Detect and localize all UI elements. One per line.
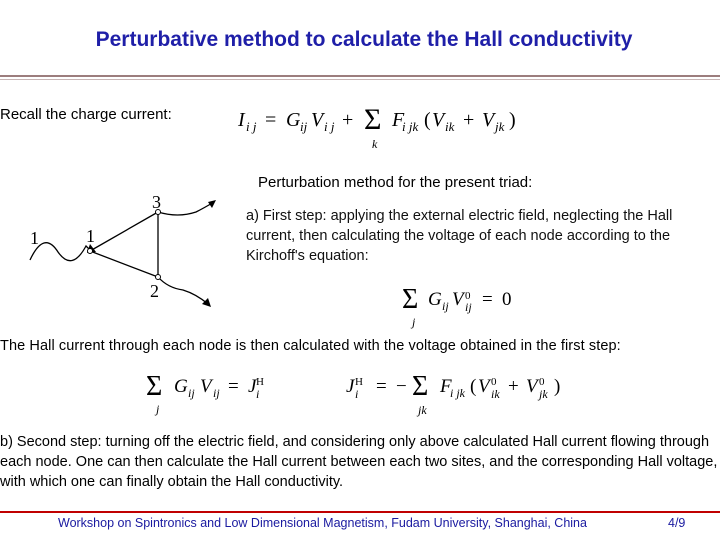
- svg-text:i jk: i jk: [450, 386, 465, 400]
- input-current-arrow: [30, 243, 92, 261]
- svg-text:+: +: [508, 376, 519, 397]
- svg-text:V: V: [200, 376, 212, 397]
- svg-text:i: i: [256, 387, 260, 401]
- charge-current-equation: [230, 96, 530, 154]
- svg-text:ik: ik: [491, 387, 500, 401]
- method-title: Perturbation method for the present triad:: [258, 174, 533, 191]
- svg-text:Σ: Σ: [146, 371, 163, 402]
- svg-text:ij: ij: [300, 119, 308, 134]
- svg-text:F: F: [392, 109, 405, 131]
- svg-text:=: =: [482, 289, 493, 310]
- svg-text:J: J: [248, 376, 257, 397]
- svg-text:i j: i j: [246, 119, 257, 134]
- svg-text:=: =: [265, 109, 277, 131]
- kirchhoff-equation: [398, 282, 528, 330]
- svg-text:0: 0: [539, 376, 545, 388]
- svg-text:V: V: [482, 109, 495, 131]
- svg-text:V: V: [432, 109, 445, 131]
- hall-intro-text: The Hall current through each node is then calculated with the voltage obtained in the first step:: [0, 338, 621, 354]
- svg-text:H: H: [355, 376, 363, 388]
- svg-text:Σ: Σ: [412, 371, 429, 402]
- title-divider: [0, 75, 720, 77]
- svg-text:j: j: [412, 315, 416, 329]
- svg-text:jk: jk: [539, 387, 548, 401]
- svg-text:J: J: [346, 376, 355, 397]
- svg-text:0: 0: [491, 376, 497, 388]
- triad-edge-1-3: [90, 212, 158, 251]
- svg-text:F: F: [440, 376, 452, 397]
- output-current-arrow-2: [158, 277, 208, 304]
- triad-edge-1-2: [90, 251, 158, 277]
- footer-text: Workshop on Spintronics and Low Dimensional Magnetism, Fudam University, Shanghai, China: [58, 516, 587, 530]
- output-current-arrow-3: [158, 202, 214, 215]
- svg-text:ij: ij: [442, 299, 449, 313]
- svg-text:ik: ik: [445, 119, 455, 134]
- svg-text:): ): [509, 109, 516, 131]
- svg-text:i: i: [355, 387, 359, 401]
- svg-text:(: (: [424, 109, 431, 131]
- svg-text:V: V: [526, 376, 538, 397]
- svg-text:i j: i j: [324, 119, 335, 134]
- svg-text:V: V: [311, 109, 324, 131]
- svg-text:V: V: [452, 289, 464, 310]
- svg-text:jk: jk: [418, 403, 427, 417]
- svg-text:Σ: Σ: [402, 284, 419, 315]
- step-b-paragraph: b) Second step: turning off the electric field, and considering only above calculated Hall current flowing through each node. One can then calculate the Hall current between each two sites, and the corresponding Hall voltage, with which one can finally obtain the Hall conductivity.: [0, 434, 718, 490]
- svg-text:G: G: [286, 109, 301, 131]
- svg-text:+: +: [463, 109, 475, 131]
- recall-label: Recall the charge current:: [0, 106, 172, 123]
- title-divider-shadow: [0, 79, 720, 80]
- triad-diagram: [18, 190, 218, 315]
- node-2-label: 2: [150, 281, 159, 301]
- node-3-label: 3: [152, 192, 161, 212]
- svg-text:ij: ij: [213, 386, 220, 400]
- svg-text:H: H: [256, 376, 264, 388]
- svg-text:0: 0: [465, 290, 471, 302]
- svg-text:j: j: [156, 402, 160, 416]
- node-1: [88, 249, 93, 254]
- svg-text:0: 0: [502, 289, 512, 310]
- svg-text:Σ: Σ: [364, 103, 382, 136]
- hall-balance-equation: [142, 368, 282, 420]
- slide-title: Perturbative method to calculate the Hall conductivity: [95, 28, 633, 51]
- svg-text:(: (: [470, 376, 477, 397]
- outer-label: 1: [30, 228, 39, 248]
- svg-text:i jk: i jk: [402, 119, 419, 134]
- node-2: [156, 275, 161, 280]
- step-a-paragraph: a) First step: applying the external electric field, neglecting the Hall current, then calculating the voltage of each node according to the Kirchoff's equation:: [246, 208, 673, 264]
- svg-text:): ): [554, 376, 561, 397]
- svg-text:G: G: [428, 289, 442, 310]
- footer-divider: [0, 511, 720, 513]
- svg-text:jk: jk: [495, 119, 505, 134]
- hall-current-equation: [342, 368, 582, 424]
- svg-text:ij: ij: [465, 300, 472, 314]
- svg-text:k: k: [372, 137, 378, 151]
- svg-text:−: −: [396, 376, 407, 397]
- svg-text:=: =: [376, 376, 387, 397]
- svg-text:G: G: [174, 376, 188, 397]
- svg-text:ij: ij: [188, 386, 195, 400]
- svg-text:V: V: [478, 376, 490, 397]
- page-number: 4/9: [668, 516, 686, 530]
- svg-text:+: +: [342, 109, 354, 131]
- node-1-label: 1: [86, 226, 95, 246]
- svg-text:=: =: [228, 376, 239, 397]
- svg-text:I: I: [238, 109, 245, 131]
